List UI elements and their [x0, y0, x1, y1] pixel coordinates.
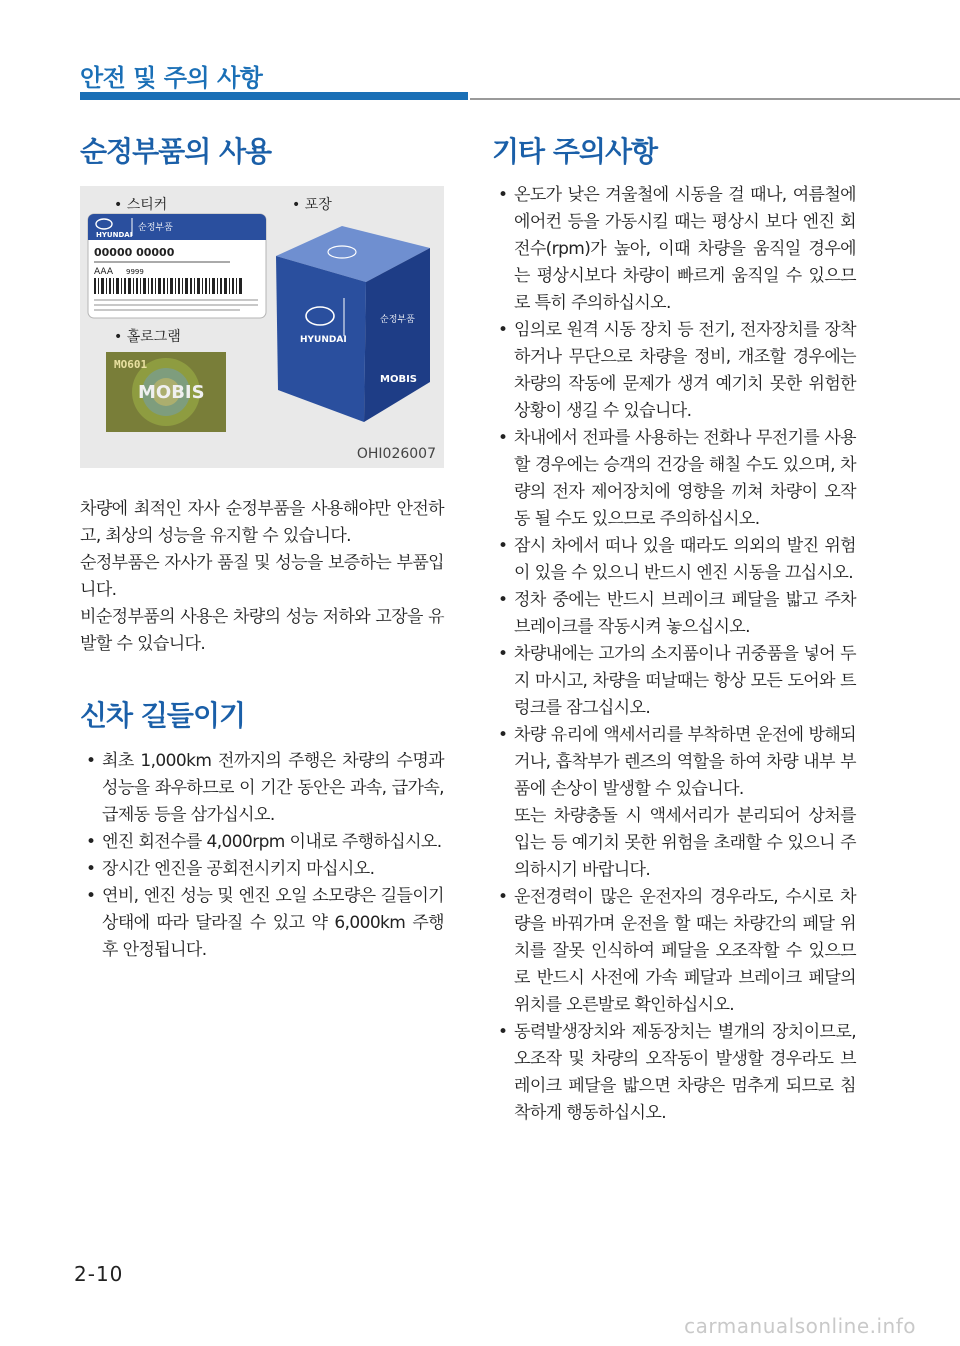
break-in-item: • 최초 1,000km 전까지의 주행은 차량의 수명과 성능을 좌우하므로 이 기간 동안은 과속, 급가속, 급제동 등을 삼가십시오.	[80, 748, 444, 829]
caution-item: • 운전경력이 많은 운전자의 경우라도, 수시로 차량을 바꿔가며 운전을 할 때는 차량간의 페달 위치를 잘못 인식하여 페달을 오조작할 수 있으므로 반드시 사전에 가속 페달과 브레이크 페달의 위치를 오른발로 확인하십시오.	[492, 884, 856, 1019]
caution-item: • 잠시 차에서 떠나 있을 때라도 의외의 발진 위험이 있을 수 있으니 반드시 엔진 시동을 끄십시오.	[492, 533, 856, 587]
break-in-item: • 연비, 엔진 성능 및 엔진 오일 소모량은 길들이기 상태에 따라 달라질 수 있고 약 6,000km 주행 후 안정됩니다.	[80, 883, 444, 964]
box-title: 순정부품	[380, 315, 415, 325]
package-box-image	[276, 226, 430, 422]
label-hologram: • 홀로그램	[114, 329, 181, 345]
hologram-text: MOBIS	[138, 382, 205, 403]
sticker-number: 00000 00000	[94, 246, 175, 259]
caution-item: • 정차 중에는 반드시 브레이크 페달을 밟고 주차 브레이크를 작동시켜 놓으십시오.	[492, 587, 856, 641]
break-in-item: • 엔진 회전수를 4,000rpm 이내로 주행하십시오.	[80, 829, 444, 856]
caution-item-note: 또는 차량충돌 시 액세서리가 분리되어 상처를 입는 등 예기치 못한 위험을 초래할 수 있으니 주의하시기 바랍니다.	[514, 806, 856, 880]
hologram-code: MO601	[114, 358, 148, 371]
watermark: carmanualsonline.info	[684, 1314, 916, 1338]
sticker-title: 순정부품	[138, 223, 173, 233]
hologram-image	[106, 352, 226, 432]
header-accent-bar	[80, 92, 468, 100]
other-cautions-list	[492, 182, 856, 1127]
section-title: 안전 및 주의 사항	[80, 64, 263, 92]
genuine-parts-paragraph: 비순정부품의 사용은 차량의 성능 저하와 고장을 유발할 수 있습니다.	[80, 607, 444, 654]
label-package: • 포장	[292, 197, 332, 213]
right-column	[492, 132, 856, 1127]
caution-item: • 온도가 낮은 겨울철에 시동을 걸 때나, 여름철에 에어컨 등을 가동시킬 때는 평상시 보다 엔진 회전수(rpm)가 높아, 이때 차량을 움직일 경우에는 평상시보다 차량이 빠르게 움직일 수 있으므로 특히 주의하십시오.	[492, 182, 856, 317]
box-mobis: MOBIS	[380, 374, 417, 385]
sticker-sub: AAA	[94, 267, 113, 277]
caution-item: • 차내에서 전파를 사용하는 전화나 무전기를 사용할 경우에는 승객의 건강을 해칠 수도 있으며, 차량의 전자 제어장치에 영향을 끼쳐 차량이 오작동 될 수도 있으므로 주의하십시오.	[492, 425, 856, 533]
caution-item: • 임의로 원격 시동 장치 등 전기, 전자장치를 장착하거나 무단으로 차량을 정비, 개조할 경우에는 차량의 작동에 문제가 생겨 예기치 못한 위험한 상황이 생길 수 있습니다.	[492, 317, 856, 425]
other-cautions-heading: 기타 주의사항	[492, 135, 658, 168]
label-sticker: • 스티커	[114, 197, 168, 213]
figure-code: OHI026007	[356, 446, 436, 462]
barcode-icon	[94, 278, 244, 294]
sticker-brand: HYUNDAI	[96, 231, 133, 239]
genuine-parts-paragraph: 차량에 최적인 자사 순정부품을 사용해야만 안전하고, 최상의 성능을 유지할 수 있습니다.	[80, 499, 444, 546]
caution-item: • 동력발생장치와 제동장치는 별개의 장치이므로, 오조작 및 차량의 오작동이 발생할 경우라도 브레이크 페달을 밟으면 차량은 멈추게 되므로 침착하게 행동하십시오.	[492, 1019, 856, 1127]
genuine-parts-heading: 순정부품의 사용	[80, 135, 272, 168]
left-column	[80, 132, 444, 964]
sticker-image	[88, 214, 266, 318]
caution-item-text: 차량 유리에 액세서리를 부착하면 운전에 방해되거나, 흡착부가 렌즈의 역할을 하여 차량 내부 부품에 손상이 발생할 수 있습니다.	[514, 725, 856, 799]
genuine-parts-text	[80, 496, 444, 658]
header-rule	[470, 98, 960, 100]
sticker-qty: 9999	[126, 268, 144, 276]
break-in-list	[80, 748, 444, 964]
genuine-parts-paragraph: 순정부품은 자사가 품질 및 성능을 보증하는 부품입니다.	[80, 553, 444, 600]
box-brand: HYUNDAI	[300, 335, 347, 345]
caution-item	[492, 722, 856, 884]
figure-illustration	[80, 186, 444, 468]
break-in-item: • 장시간 엔진을 공회전시키지 마십시오.	[80, 856, 444, 883]
break-in-heading: 신차 길들이기	[80, 699, 246, 732]
genuine-parts-figure	[80, 186, 444, 468]
caution-item: • 차량내에는 고가의 소지품이나 귀중품을 넣어 두지 마시고, 차량을 떠날때는 항상 모든 도어와 트렁크를 잠그십시오.	[492, 641, 856, 722]
page-number: 2-10	[74, 1262, 124, 1286]
